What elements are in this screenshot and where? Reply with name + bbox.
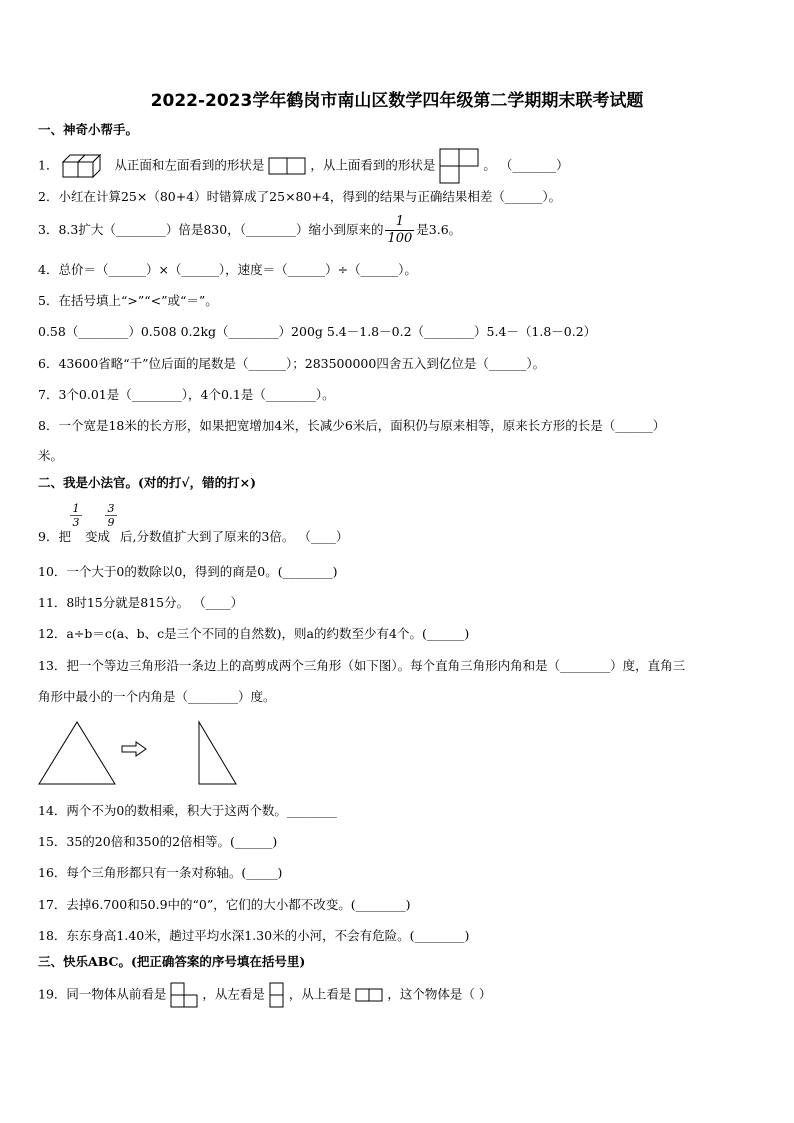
cube-stack-figure: [62, 154, 110, 178]
q1-text-b: ，从上面看到的形状是: [310, 157, 436, 173]
question-1: [38, 148, 569, 184]
question-5: 5．在括号填上“>”“<”或“＝”。: [38, 293, 218, 308]
front-view-grid-figure: [170, 982, 198, 1008]
q1-text-a: 从正面和左面看到的形状是: [114, 157, 265, 173]
question-7: 7．3个0.01是（________），4个0.1是（________）。: [38, 387, 335, 402]
left-view-figure: [269, 982, 285, 1008]
arrow-right-icon: [122, 742, 146, 756]
fraction-one-third: $\frac{1}{3}$: [70, 502, 82, 529]
q1-number: 1．: [38, 157, 59, 173]
question-13-line-1: 13．把一个等边三角形沿一条边上的高剪成两个三角形（如下图）。每个直角三角形内角和是（________）度，直角三: [38, 658, 686, 673]
q3-text-a: 3．8.3扩大（________）倍是830，（________）缩小到原来的: [38, 222, 384, 237]
fraction-one-hundredth: $\frac{1}{100}$: [387, 214, 413, 246]
question-2: 2．小红在计算25×（80+4）时错算成了25×80+4，得到的结果与正确结果相差（______）。: [38, 189, 562, 204]
question-6: 6．43600省略“千”位后面的尾数是（______）；283500000四舍五入到亿位是（______）。: [38, 356, 546, 371]
question-13-line-2: 角形中最小的一个内角是（________）度。: [38, 689, 276, 704]
section-3-heading: 三、快乐ABC。(把正确答案的序号填在括号里): [38, 954, 306, 969]
question-19: 19．同一物体从前看是 ，从左看是 ，从上看是 ，这个物体是（ ）: [38, 982, 491, 1008]
question-5-comparisons: 0.58（________）0.508 0.2kg（________）200g 5.4－1.8－0.2（________）5.4－（1.8－0.2）: [38, 324, 597, 339]
question-15: 15．35的20倍和350的2倍相等。(______): [38, 834, 278, 849]
question-9: 9．把 变成 后,分数值扩大到了原来的3倍。 （____）: [38, 529, 349, 544]
question-18: 18．东东身高1.40米，趟过平均水深1.30米的小河，不会有危险。(________): [38, 928, 470, 943]
question-12: 12．a÷b＝c(a、b、c是三个不同的自然数)，则a的约数至少有4个。(______): [38, 626, 470, 641]
front-view-figure: [268, 157, 306, 175]
question-17: 17．去掉6.700和50.9中的“0”，它们的大小都不改变。(________): [38, 897, 411, 912]
question-4: 4．总价＝（______）×（______），速度＝（______）÷（______）。: [38, 262, 417, 277]
top-view-figure: [439, 148, 479, 184]
question-11: 11．8时15分就是815分。 （____）: [38, 595, 244, 610]
q1-text-c: 。 （_______）: [483, 157, 569, 173]
question-8-line-1: 8．一个宽是18米的长方形，如果把宽增加4米，长减少6米后，面积仍与原来相等，原来长方形的长是（______）: [38, 418, 666, 433]
section-1-heading: 一、神奇小帮手。: [38, 122, 139, 137]
exam-title: 2022-2023学年鹤岗市南山区数学四年级第二学期期末联考试题: [150, 91, 644, 111]
question-10: 10．一个大于0的数除以0，得到的商是0。(________): [38, 564, 338, 579]
question-8-line-2: 米。: [38, 448, 64, 463]
right-triangle: [199, 722, 236, 784]
equilateral-triangle: [39, 722, 115, 784]
triangle-cut-figure: [38, 720, 248, 786]
question-3: [38, 214, 461, 247]
fraction-three-ninths: $\frac{3}{9}$: [105, 502, 117, 529]
section-2-heading: 二、我是小法官。(对的打√，错的打×): [38, 475, 257, 490]
question-14: 14．两个不为0的数相乘，积大于这两个数。________: [38, 803, 337, 818]
question-16: 16．每个三角形都只有一条对称轴。(_____): [38, 865, 283, 880]
top-view-pair-figure: [355, 988, 383, 1002]
q3-text-b: 是3.6。: [416, 222, 462, 237]
